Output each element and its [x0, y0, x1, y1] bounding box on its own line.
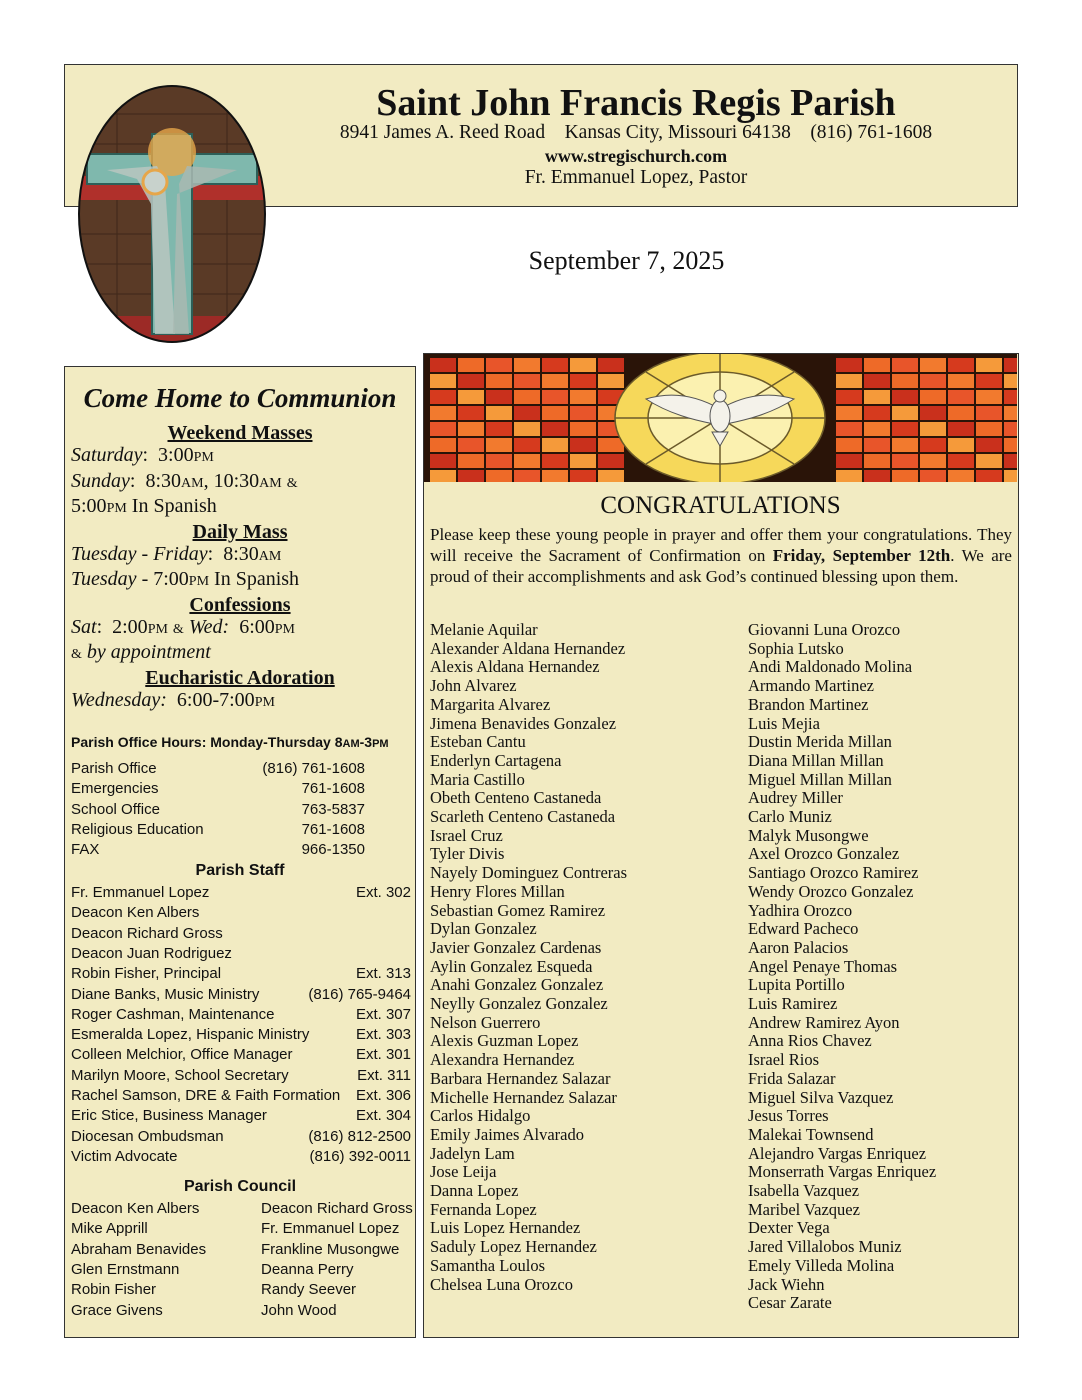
stained-glass-pane [1004, 454, 1017, 468]
staff-name: Victim Advocate [71, 1147, 178, 1165]
confirmand-name: Enderlyn Cartagena [430, 750, 562, 770]
stained-glass-pane [486, 470, 512, 482]
parish-title: Saint John Francis Regis Parish [376, 82, 896, 124]
contact-phone: 761-1608 [301, 820, 365, 838]
stained-glass-pane [892, 358, 918, 372]
staff-row [71, 1026, 411, 1046]
confirmand-name: Israel Rios [748, 1050, 820, 1070]
stained-glass-pane [864, 406, 890, 420]
contact-name: FAX [71, 841, 100, 859]
stained-glass-pane [486, 438, 512, 452]
stained-glass-pane [836, 470, 862, 482]
stained-glass-pane [430, 454, 456, 468]
staff-name: Esmeralda Lopez, Hispanic Ministry [71, 1026, 310, 1044]
council-member: John Wood [261, 1301, 337, 1319]
stained-glass-pane [948, 470, 974, 482]
daily-mass-weekday: Tuesday - Friday: 8:30AM [71, 542, 282, 565]
stained-glass-pane [514, 358, 540, 372]
confirmand-name: Dexter Vega [748, 1218, 830, 1238]
stained-glass-pane [976, 454, 1002, 468]
congratulations-message: Please keep these young people in prayer and offer them your congratulations. They will receive the Sacrament of Confirmation on Friday, September 12th. We are proud of their accomplishments and ask God’s continued blessing upon them. [430, 525, 1012, 586]
stained-glass-pane [514, 374, 540, 388]
daily-mass-title: Daily Mass [192, 520, 288, 543]
confirmation-congratulations-box [423, 353, 1019, 1338]
confirmand-name: Luis Lopez Hernandez [430, 1218, 581, 1238]
stained-glass-pane [542, 406, 568, 420]
stained-glass-pane [920, 454, 946, 468]
staff-extension: Ext. 304 [355, 1107, 411, 1125]
confirmand-name: Andrew Ramirez Ayon [748, 1012, 900, 1032]
contact-name: Religious Education [71, 820, 204, 838]
confirmand-name: Alexandra Hernandez [430, 1050, 575, 1070]
congratulations-title: CONGRATULATIONS [600, 492, 841, 519]
adoration-time: Wednesday: 6:00-7:00PM [71, 688, 275, 711]
stained-glass-pane [976, 358, 1002, 372]
stained-glass-pane [486, 406, 512, 420]
confirmand-name: Chelsea Luna Orozco [430, 1274, 573, 1294]
confirmand-name: Barbara Hernandez Salazar [430, 1068, 611, 1088]
stained-glass-pane [920, 390, 946, 404]
staff-name: Roger Cashman, Maintenance [71, 1005, 275, 1023]
stained-glass-pane [486, 390, 512, 404]
stained-glass-pane [1004, 406, 1017, 420]
confirmand-name: Carlo Muniz [748, 807, 832, 826]
adoration-title: Eucharistic Adoration [145, 666, 335, 689]
stained-glass-pane [976, 406, 1002, 420]
council-member: Deacon Richard Gross [261, 1200, 413, 1217]
parish-pastor: Fr. Emmanuel Lopez, Pastor [524, 167, 748, 188]
stained-glass-pane [976, 374, 1002, 388]
stained-glass-pane [486, 358, 512, 372]
confirmand-name: Luis Mejia [748, 713, 820, 733]
confirmand-name: Israel Cruz [430, 825, 503, 845]
staff-extension: Ext. 302 [355, 884, 411, 901]
stained-glass-pane [430, 406, 456, 420]
stained-glass-pane [570, 358, 596, 372]
stained-glass-pane [1004, 438, 1017, 452]
confirmand-name: Carlos Hidalgo [430, 1106, 531, 1126]
confirmand-name: Nelson Guerrero [430, 1012, 541, 1032]
contact-name: Parish Office [71, 760, 157, 777]
staff-name: Diane Banks, Music Ministry [71, 985, 260, 1003]
council-member: Frankline Musongwe [261, 1240, 400, 1258]
office-contact-row [71, 841, 411, 861]
stained-glass-pane [570, 422, 596, 436]
confirmand-name: Miguel Silva Vazquez [748, 1087, 894, 1107]
parish-website[interactable]: www.stregischurch.com [544, 146, 728, 166]
confirmand-name: Saduly Lopez Hernandez [430, 1237, 597, 1257]
stained-glass-pane [976, 438, 1002, 452]
stained-glass-pane [430, 470, 456, 482]
stained-glass-pane [430, 358, 456, 372]
confirmand-name: Danna Lopez [430, 1181, 519, 1200]
confirmand-name: Maribel Vazquez [748, 1199, 860, 1219]
confirmand-name: Obeth Centeno Castaneda [430, 788, 602, 808]
council-member: Abraham Benavides [71, 1240, 207, 1258]
stained-glass-pane [542, 358, 568, 372]
stained-glass-pane [458, 358, 484, 372]
stained-glass-pane [920, 438, 946, 452]
stained-glass-pane [920, 406, 946, 420]
stained-glass-pane [920, 470, 946, 482]
stained-glass-pane [836, 454, 862, 468]
confirmand-name: Anna Rios Chavez [748, 1031, 872, 1051]
staff-row [71, 945, 411, 965]
stained-glass-pane [948, 358, 974, 372]
stained-glass-pane [542, 390, 568, 404]
confirmand-name: John Alvarez [430, 676, 517, 696]
stained-glass-pane [598, 470, 624, 482]
confessions-times: Sat: 2:00PM & Wed: 6:00PM [71, 615, 295, 638]
staff-name: Deacon Juan Rodriguez [71, 944, 232, 962]
bulletin-date: September 7, 2025 [528, 246, 725, 275]
stained-glass-pane [458, 422, 484, 436]
confirmand-name: Javier Gonzalez Cardenas [430, 937, 602, 957]
confirmand-name: Isabella Vazquez [748, 1181, 860, 1200]
stained-glass-pane [598, 438, 624, 452]
stained-glass-pane [920, 374, 946, 388]
stained-glass-pane [864, 358, 890, 372]
staff-name: Eric Stice, Business Manager [71, 1107, 267, 1125]
mass-schedule-box [64, 366, 416, 717]
stained-glass-pane [458, 438, 484, 452]
stained-glass-pane [458, 454, 484, 468]
confirmand-name: Scarleth Centeno Castaneda [430, 807, 616, 826]
contact-phone: 763-5837 [301, 800, 365, 818]
staff-name: Marilyn Moore, School Secretary [71, 1066, 289, 1084]
confirmand-name: Neylly Gonzalez Gonzalez [430, 994, 608, 1013]
staff-row [71, 1006, 411, 1026]
stained-glass-pane [430, 374, 456, 388]
stained-glass-pane [892, 454, 918, 468]
stained-glass-pane [948, 390, 974, 404]
office-contact-row [71, 780, 411, 800]
staff-extension: Ext. 306 [355, 1087, 411, 1104]
contact-name: Emergencies [71, 780, 159, 798]
stained-glass-pane [948, 422, 974, 436]
stained-glass-pane [514, 470, 540, 482]
stained-glass-pane [976, 422, 1002, 436]
staff-extension: Ext. 307 [355, 1005, 411, 1023]
confessions-appointment: & by appointment [71, 641, 211, 663]
staff-row [71, 925, 411, 945]
stained-glass-pane [514, 390, 540, 404]
stained-glass-pane [430, 438, 456, 452]
stained-glass-pane [920, 422, 946, 436]
stained-glass-pane [864, 438, 890, 452]
saturday-mass: Saturday: 3:00PM [71, 444, 214, 466]
stained-glass-pane [514, 454, 540, 468]
confirmand-name: Yadhira Orozco [748, 900, 853, 920]
parish-directory-box [64, 716, 416, 1338]
confirmand-name: Tyler Divis [430, 844, 505, 864]
confirmand-name: Armando Martinez [748, 676, 874, 696]
staff-row [71, 1128, 411, 1148]
staff-extension: (816) 392-0011 [309, 1147, 411, 1165]
staff-name: Deacon Ken Albers [71, 904, 200, 922]
stained-glass-pane [864, 470, 890, 482]
confirmand-name: Sophia Lutsko [748, 638, 844, 658]
staff-extension: Ext. 303 [355, 1026, 411, 1044]
stained-glass-pane [976, 390, 1002, 404]
stained-glass-pane [1004, 358, 1017, 372]
contact-phone: 761-1608 [301, 780, 365, 798]
confirmand-name: Malyk Musongwe [748, 825, 869, 845]
staff-extension: Ext. 311 [357, 1066, 411, 1084]
confirmand-name: Andi Maldonado Molina [748, 657, 913, 677]
staff-extension: Ext. 301 [355, 1046, 411, 1064]
confirmand-name: Melanie Aquilar [430, 620, 538, 639]
confirmand-name: Luis Ramirez [748, 994, 838, 1013]
stained-glass-pane [458, 406, 484, 420]
stained-glass-pane [570, 470, 596, 482]
stained-glass-pane [976, 470, 1002, 482]
stained-glass-pane [892, 470, 918, 482]
office-contact-row [71, 801, 411, 821]
staff-row [71, 1107, 411, 1127]
confirmand-name: Axel Orozco Gonzalez [748, 844, 900, 864]
stained-glass-pane [542, 470, 568, 482]
stained-glass-pane [486, 374, 512, 388]
staff-row [71, 1046, 411, 1066]
stained-glass-pane [836, 422, 862, 436]
stained-glass-pane [948, 406, 974, 420]
confirmand-name: Aaron Palacios [748, 937, 849, 957]
staff-name: Colleen Melchior, Office Manager [71, 1046, 293, 1064]
confirmand-name: Audrey Miller [748, 788, 843, 808]
stained-glass-pane [948, 374, 974, 388]
confirmand-name: Cesar Zarate [748, 1293, 832, 1313]
confirmand-name: Giovanni Luna Orozco [748, 620, 901, 639]
council-member: Fr. Emmanuel Lopez [261, 1220, 400, 1238]
stained-glass-pane [514, 422, 540, 436]
stained-glass-pane [892, 438, 918, 452]
staff-extension: (816) 812-2500 [308, 1127, 411, 1145]
confirmand-name: Monserrath Vargas Enriquez [748, 1162, 937, 1182]
staff-row [71, 986, 411, 1006]
confirmand-name: Esteban Cantu [430, 732, 526, 752]
stained-glass-pane [892, 422, 918, 436]
staff-row [71, 1148, 411, 1168]
confirmand-name: Anahi Gonzalez Gonzalez [430, 975, 604, 995]
confirmand-name: Emily Jaimes Alvarado [430, 1124, 584, 1144]
confirmand-name: Lupita Portillo [748, 975, 845, 995]
confirmand-name: Jadelyn Lam [430, 1143, 515, 1163]
confirmand-name: Wendy Orozco Gonzalez [748, 881, 914, 901]
staff-name: Rachel Samson, DRE & Faith Formation [71, 1087, 341, 1104]
staff-row [71, 884, 411, 904]
stained-glass-pane [864, 374, 890, 388]
stained-glass-pane [514, 406, 540, 420]
parish-council-title: Parish Council [183, 1178, 297, 1195]
stained-glass-pane [542, 438, 568, 452]
confirmand-name: Dustin Merida Millan [748, 732, 892, 752]
stained-glass-pane [542, 454, 568, 468]
staff-extension: Ext. 313 [355, 965, 411, 983]
office-hours: Parish Office Hours: Monday-Thursday 8AM-3PM [71, 734, 389, 750]
staff-row [71, 1087, 411, 1107]
parish-address: 8941 James A. Reed Road Kansas City, Missouri 64138 (816) 761-1608 [339, 122, 933, 143]
staff-name: Fr. Emmanuel Lopez [71, 884, 210, 901]
stained-glass-pane [836, 358, 862, 372]
stained-glass-pane [836, 438, 862, 452]
staff-name: Deacon Richard Gross [71, 924, 223, 942]
stained-glass-pane [1004, 390, 1017, 404]
confirmand-name: Alexis Guzman Lopez [430, 1031, 579, 1051]
confirmand-name: Sebastian Gomez Ramirez [430, 900, 606, 920]
staff-name: Robin Fisher, Principal [71, 965, 222, 983]
council-member: Glen Ernstmann [71, 1260, 180, 1278]
daily-mass-spanish: Tuesday - 7:00PM In Spanish [71, 568, 300, 590]
stained-glass-pane [836, 406, 862, 420]
stained-glass-pane [598, 358, 624, 372]
council-member: Randy Seever [261, 1281, 357, 1299]
office-contact-row [71, 821, 411, 841]
confirmand-name: Dylan Gonzalez [430, 919, 537, 939]
confirmand-name: Jose Leija [430, 1162, 497, 1182]
confirmand-name: Brandon Martinez [748, 694, 869, 714]
contact-phone: (816) 761-1608 [262, 760, 365, 777]
confirmand-name: Santiago Orozco Ramirez [748, 863, 919, 883]
stained-glass-pane [948, 454, 974, 468]
confirmand-name: Jared Villalobos Muniz [748, 1237, 902, 1257]
confirmand-name: Frida Salazar [748, 1068, 836, 1088]
confirmand-name: Michelle Hernandez Salazar [430, 1087, 617, 1107]
council-member: Deacon Ken Albers [71, 1200, 200, 1217]
stained-glass-pane [892, 374, 918, 388]
council-member: Deanna Perry [261, 1260, 354, 1278]
confirmand-name: Jesus Torres [748, 1106, 829, 1126]
stained-glass-pane [570, 454, 596, 468]
stained-glass-pane [1004, 470, 1017, 482]
stained-glass-pane [864, 390, 890, 404]
staff-row [71, 1067, 411, 1087]
confirmand-name: Maria Castillo [430, 769, 525, 789]
stained-glass-pane [430, 422, 456, 436]
contact-name: School Office [71, 800, 160, 818]
council-member: Mike Apprill [71, 1220, 148, 1238]
stained-glass-pane [948, 438, 974, 452]
stained-glass-pane [458, 470, 484, 482]
stained-glass-pane [486, 422, 512, 436]
stained-glass-pane [458, 374, 484, 388]
stained-glass-pane [836, 374, 862, 388]
confirmand-name: Jack Wiehn [748, 1274, 825, 1294]
stained-glass-pane [542, 374, 568, 388]
confirmand-name: Samantha Loulos [430, 1255, 546, 1275]
council-member: Grace Givens [71, 1301, 163, 1319]
stained-glass-pane [836, 390, 862, 404]
stained-glass-pane [1004, 374, 1017, 388]
stained-glass-pane [486, 454, 512, 468]
stained-glass-pane [598, 374, 624, 388]
confirmand-name: Aylin Gonzalez Esqueda [430, 956, 593, 976]
confirmand-name: Diana Millan Millan [748, 750, 884, 770]
confessions-title: Confessions [189, 593, 291, 616]
stained-glass-pane [430, 390, 456, 404]
confirmand-name: Nayely Dominguez Contreras [430, 863, 628, 883]
stained-glass-pane [514, 438, 540, 452]
confirmand-name: Margarita Alvarez [430, 694, 551, 714]
office-contact-row [71, 760, 411, 780]
staff-row [71, 904, 411, 924]
stained-glass-pane [1004, 422, 1017, 436]
holy-spirit-dove-window-image [424, 354, 1017, 482]
crucifix-image [77, 84, 267, 344]
stained-glass-pane [892, 390, 918, 404]
parish-staff-title: Parish Staff [195, 862, 285, 879]
stained-glass-pane [542, 422, 568, 436]
council-member: Robin Fisher [71, 1281, 157, 1299]
stained-glass-pane [864, 422, 890, 436]
confirmand-name: Henry Flores Millan [430, 881, 565, 901]
sunday-mass: Sunday: 8:30AM, 10:30AM & [71, 469, 298, 492]
staff-extension: (816) 765-9464 [308, 985, 411, 1003]
stained-glass-pane [598, 454, 624, 468]
weekend-masses-title: Weekend Masses [167, 422, 313, 444]
confirmand-name: Emely Villeda Molina [748, 1255, 895, 1275]
confirmand-name: Alexis Aldana Hernandez [430, 657, 600, 677]
staff-name: Diocesan Ombudsman [71, 1127, 224, 1145]
sunday-spanish-mass: 5:00PM In Spanish [71, 495, 217, 517]
stained-glass-pane [570, 374, 596, 388]
confirmand-name: Alexander Aldana Hernandez [430, 638, 626, 658]
stained-glass-pane [458, 390, 484, 404]
confirmand-name: Alejandro Vargas Enriquez [748, 1143, 927, 1163]
communion-heading: Come Home to Communion [83, 383, 397, 413]
confirmand-name: Edward Pacheco [748, 919, 859, 939]
confirmand-name: Angel Penaye Thomas [748, 956, 898, 976]
confirmand-name: Fernanda Lopez [430, 1199, 537, 1219]
stained-glass-pane [864, 454, 890, 468]
staff-row [71, 965, 411, 985]
contact-phone: 966-1350 [301, 841, 365, 859]
confirmand-name: Miguel Millan Millan [748, 769, 892, 789]
stained-glass-pane [892, 406, 918, 420]
confirmand-name: Malekai Townsend [748, 1124, 874, 1144]
stained-glass-pane [570, 438, 596, 452]
stained-glass-pane [920, 358, 946, 372]
confirmand-name: Jimena Benavides Gonzalez [430, 713, 617, 733]
stained-glass-pane [570, 406, 596, 420]
stained-glass-pane [570, 390, 596, 404]
